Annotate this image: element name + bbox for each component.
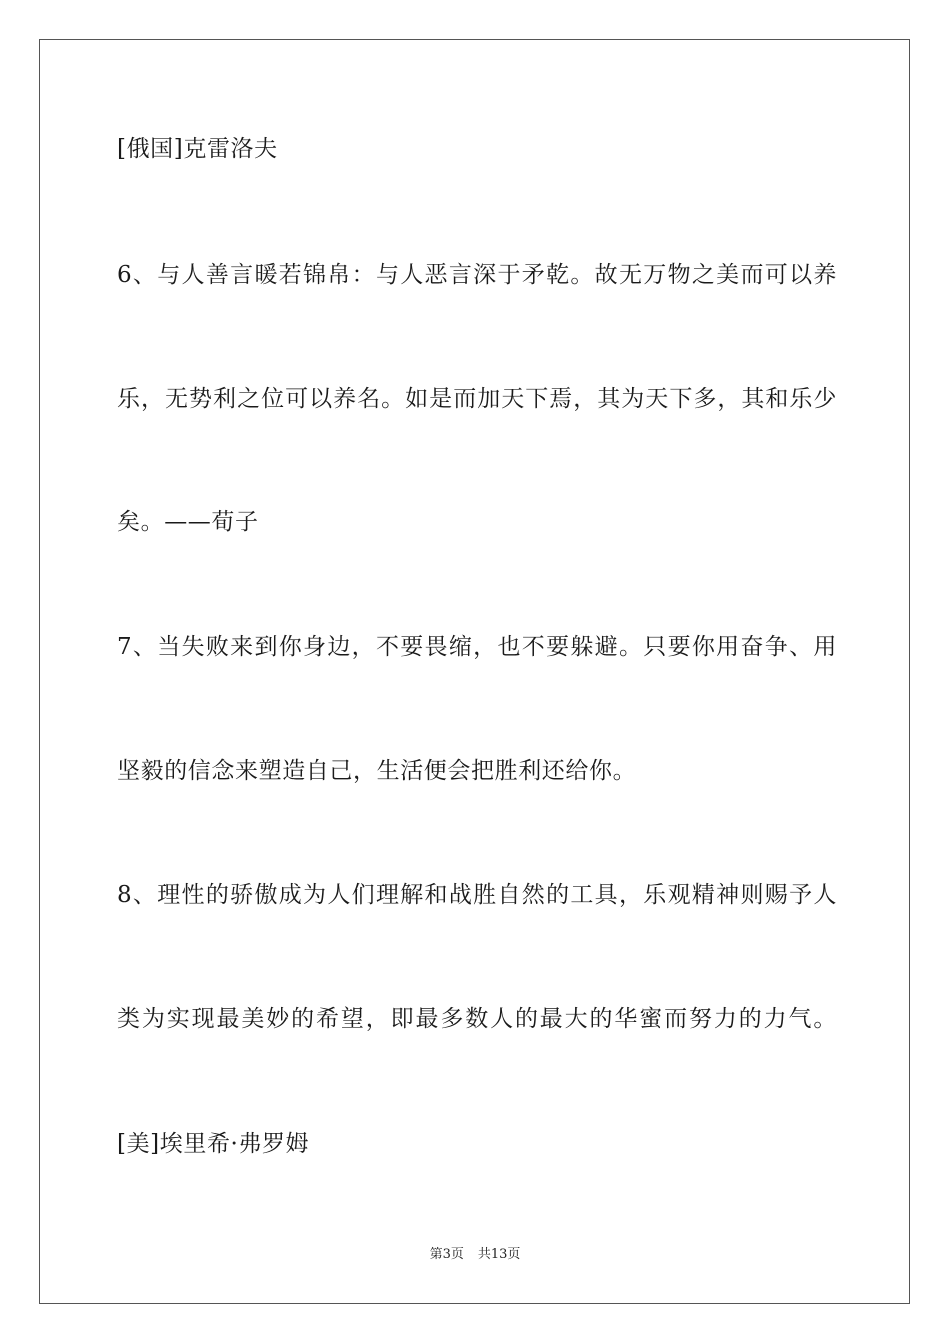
quote-6-line-1: 6、与人善言暖若锦帛：与人恶言深于矛乾。故无万物之美而可以养 xyxy=(117,262,837,288)
page-number: 第3页 xyxy=(429,1247,464,1262)
page-frame xyxy=(39,39,910,1304)
page-footer xyxy=(0,1246,950,1264)
page-total: 共13页 xyxy=(477,1247,521,1262)
quote-8-line-1: 8、理性的骄傲成为人们理解和战胜自然的工具，乐观精神则赐予人 xyxy=(117,882,837,908)
author-attribution-krylov: [俄国]克雷洛夫 xyxy=(117,136,278,162)
quote-8-line-2: 类为实现最美妙的希望，即最多数人的最大的华蜜而努力的力气。 xyxy=(117,1006,837,1032)
quote-7-line-2: 坚毅的信念来塑造自己，生活便会把胜利还给你。 xyxy=(117,758,637,784)
quote-6-line-2: 乐，无势利之位可以养名。如是而加天下焉，其为天下多，其和乐少 xyxy=(117,386,837,412)
quote-6-line-3: 矣。——荀子 xyxy=(117,509,259,535)
quote-7-line-1: 7、当失败来到你身边，不要畏缩，也不要躲避。只要你用奋争、用 xyxy=(117,634,837,660)
author-attribution-fromm: [美]埃里希·弗罗姆 xyxy=(117,1131,310,1157)
